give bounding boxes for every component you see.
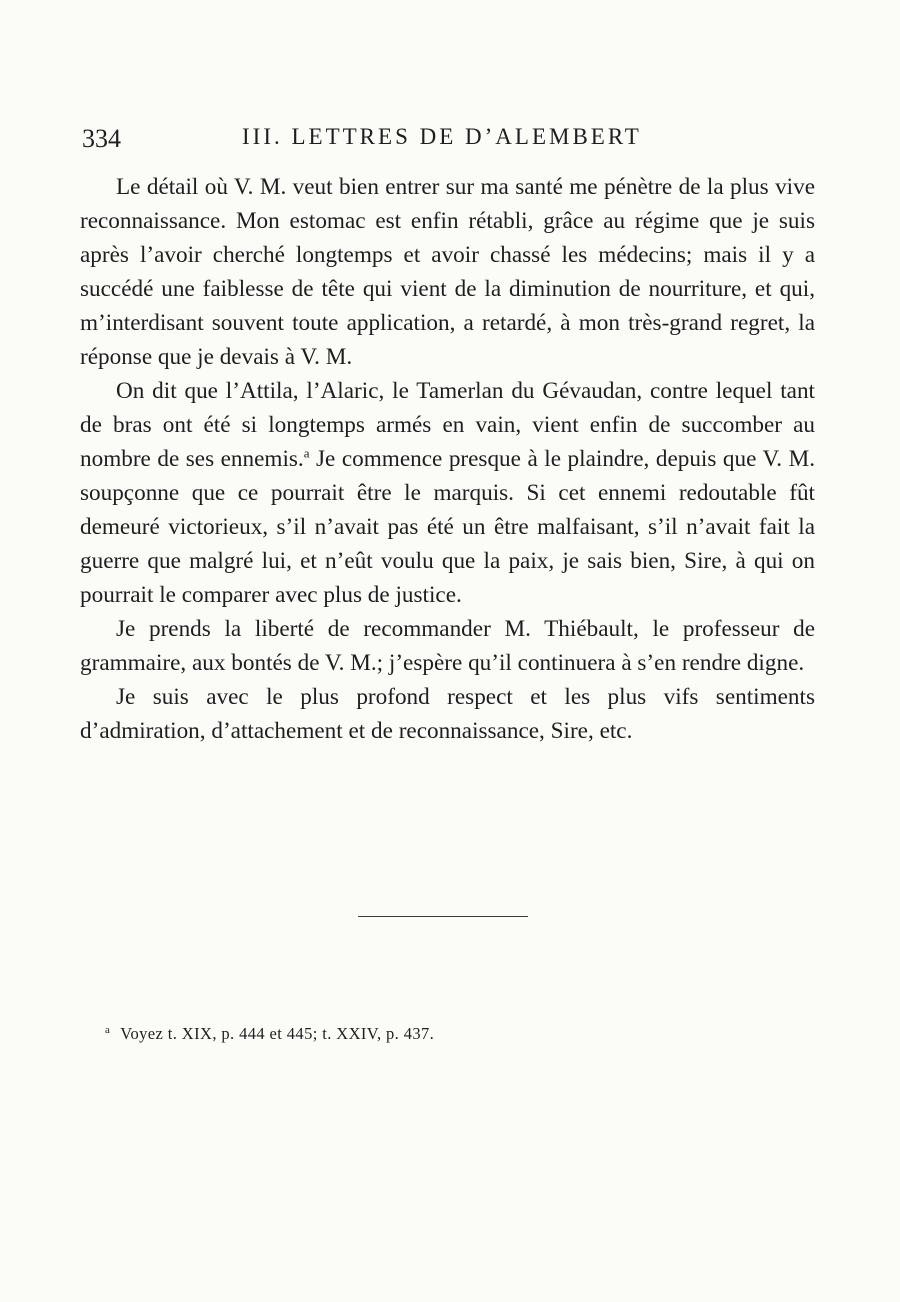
footnote-separator [358, 916, 528, 917]
paragraph-health: Le détail où V. M. veut bien entrer sur ma santé me pénètre de la plus vive reconnaissance. Mon estomac est enfin rétabli, grâce au régime que je suis après l’avoir cherché longtemps et avoir chassé les médecins; mais il y a succédé une faiblesse de tête qui vient de la diminution de nourriture, et qui, m’interdisant souvent toute application, a retardé, à mon très-grand regret, la réponse que je devais à V. M. [80, 174, 815, 370]
footnote [105, 1022, 805, 1046]
running-title: III. LETTRES DE D’ALEMBERT [242, 124, 642, 149]
paragraph-gevaudan-end: Je commence presque à le plaindre, depuis que V. M. soupçonne que ce pourrait être le marquis. Si cet ennemi redoutable fût demeuré victorieux, s’il n’avait pas été un être malfaisant, s’il n’avait fait la guerre que malgré lui, et n’eût voulu que la paix, je sais bien, Sire, à qui on pourrait le comparer avec plus de justice. [80, 446, 815, 608]
paragraph-gevaudan-start: On dit que l’Attila, l’Alaric, le Tamerlan du Gévaudan, contre lequel tant de bras ont été si longtemps armés en vain, vient enfin de succomber au nombre de ses ennemis. [80, 378, 815, 472]
page-number: 334 [82, 124, 121, 153]
paragraph-gevaudan [80, 374, 815, 612]
footnote-marker: a [303, 445, 310, 461]
footnote-label: a [105, 1023, 111, 1036]
paragraph-recommendation: Je prends la liberté de recommander M. Thiébault, le professeur de grammaire, aux bontés de V. M.; j’espère qu’il continuera à s’en rendre digne. [80, 616, 815, 676]
letter-body [80, 170, 815, 748]
running-head [82, 124, 822, 164]
paragraph-closing: Je suis avec le plus profond respect et les plus vifs sentiments d’admiration, d’attachement et de reconnaissance, Sire, etc. [80, 684, 815, 744]
footnote-text: Voyez t. XIX, p. 444 et 445; t. XXIV, p. 437. [120, 1024, 435, 1043]
